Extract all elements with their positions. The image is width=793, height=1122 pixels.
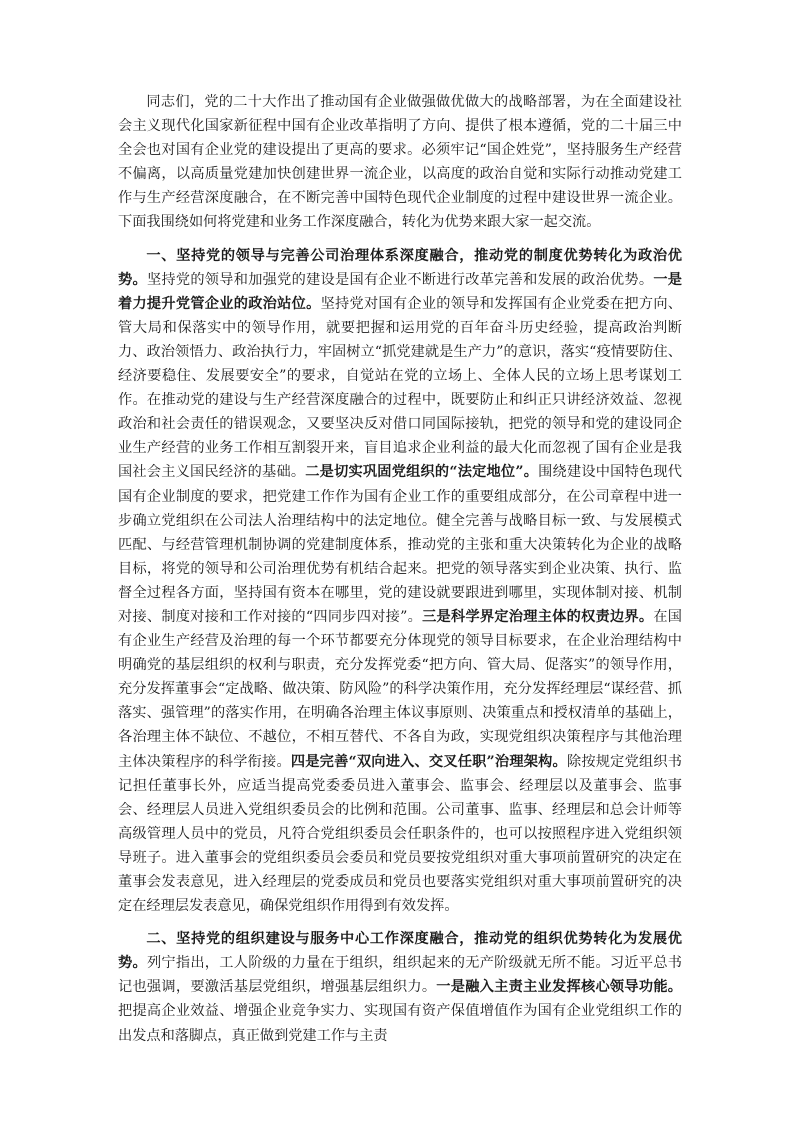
section-2-point-1-text: 把提高企业效益、增强企业竞争实力、实现国有资产保值增值作为国有企业党组织工作的出发点和落脚点，真正做到党建工作与主责 xyxy=(118,1003,682,1044)
section-1-point-1-text: 坚持党对国有企业的领导和发挥国有企业党委在把方向、管大局和保落实中的领导作用，就要把握和运用党的百年奋斗历史经验，提高政治判断力、政治领悟力、政治执行力，牢固树立“抓党建就是生产力”的意识，落实“疫情要防住、经济要稳住、发展要安全”的要求，自觉站在党的立场上、全体人民的立场上思考谋划工作。在推动党的建设与生产经营深度融合的过程中，既要防止和纠正只讲经济效益、忽视政治和社会责任的错误观念，又要坚决反对借口同国际接轨，把党的领导和党的建设同企业生产经营的业务工作相互割裂开来，盲目追求企业利益的最大化而忽视了国有企业是我国社会主义国民经济的基础。 xyxy=(118,295,682,481)
section-1-point-3-title: 三是科学界定治理主体的权责边界。 xyxy=(422,608,654,625)
section-1-point-3-text: 在国有企业生产经营及治理的每一个环节都要充分体现党的领导目标要求，在企业治理结构中明确党的基层组织的权利与职责，充分发挥党委“把方向、管大局、促落实”的领导作用，充分发挥董事会“定战略、做决策、防风险”的科学决策作用，充分发挥经理层“谋经营、抓落实、强管理”的落实作用，在明确各治理主体议事原则、决策重点和授权清单的基础上，各治理主体不缺位、不越位，不相互替代、不各自为政，实现党组织决策程序与其他治理主体决策程序的科学衔接。 xyxy=(118,608,682,770)
intro-paragraph: 同志们，党的二十大作出了推动国有企业做强做优做大的战略部署，为在全面建设社会主义现代化国家新征程中国有企业改革指明了方向、提供了根本遵循，党的二十届三中全会也对国有企业党的建设提出了更高的要求。必须牢记“国企姓党”，坚持服务生产经营不偏离，以高质量党建加快创建世界一流企业，以高度的政治自觉和实际行动推动党建工作与生产经营深度融合，在不断完善中国特色现代企业制度的过程中建设世界一流企业。下面我围绕如何将党建和业务工作深度融合，转化为优势来跟大家一起交流。 xyxy=(118,94,682,231)
section-1-point-4-title: 四是完善“双向进入、交叉任职”治理架构。 xyxy=(290,753,567,770)
section-1-heading: 一、坚持党的领导与完善公司治理体系深度融合，推动党的制度优势转化为政治优势。 xyxy=(118,247,682,288)
section-2-point-1-title: 一是融入主责主业发挥核心领导功能。 xyxy=(436,979,682,996)
section-1-point-2-text: 围绕建设中国特色现代国有企业制度的要求，把党建工作作为国有企业工作的重要组成部分，在公司章程中进一步确立党组织在公司法人治理结构中的法定地位。健全完善与战略目标一致、与发展模式匹配、与经营管理机制协调的党建制度体系，推动党的主张和重大决策转化为企业的战略目标，将党的领导和公司治理优势有机结合起来。把党的领导落实到企业决策、执行、监督全过程各方面，坚持国有资本在哪里，党的建设就要跟进到哪里，实现体制对接、机制对接、制度对接和工作对接的“四同步四对接”。 xyxy=(118,464,682,625)
document-page xyxy=(118,90,682,1057)
section-1-paragraph xyxy=(118,244,682,919)
section-1-lead: 坚持党的领导和加强党的建设是国有企业不断进行改革完善和发展的政治优势。 xyxy=(146,271,654,288)
section-2-lead: 列宁指出，工人阶级的力量在于组织，组织起来的无产阶级就无所不能。习近平总书记也强调，要激活基层党组织，增强基层组织力。 xyxy=(118,955,682,996)
section-1-point-1-title: 一是着力提升党管企业的政治站位。 xyxy=(118,271,682,312)
section-2-heading: 二、坚持党的组织建设与服务中心工作深度融合，推动党的组织优势转化为发展优势。 xyxy=(118,931,682,972)
section-2-paragraph xyxy=(118,927,682,1047)
section-1-point-2-title: 二是切实巩固党组织的“法定地位”。 xyxy=(305,464,539,481)
section-1-point-4-text: 除按规定党组织书记担任董事长外，应适当提高党委委员进入董事会、监事会、经理层以及董事会、监事会、经理层人员进入党组织委员会的比例和范围。公司董事、监事、经理层和总会计师等高级管理人员中的党员，凡符合党组织委员会任职条件的，也可以按照程序进入党组织领导班子。进入董事会的党组织委员会委员和党员要按党组织对重大事项前置研究的决定在董事会发表意见，进入经理层的党委成员和党员也要落实党组织对重大事项前置研究的决定在经理层发表意见，确保党组织作用得到有效发挥。 xyxy=(118,753,682,915)
